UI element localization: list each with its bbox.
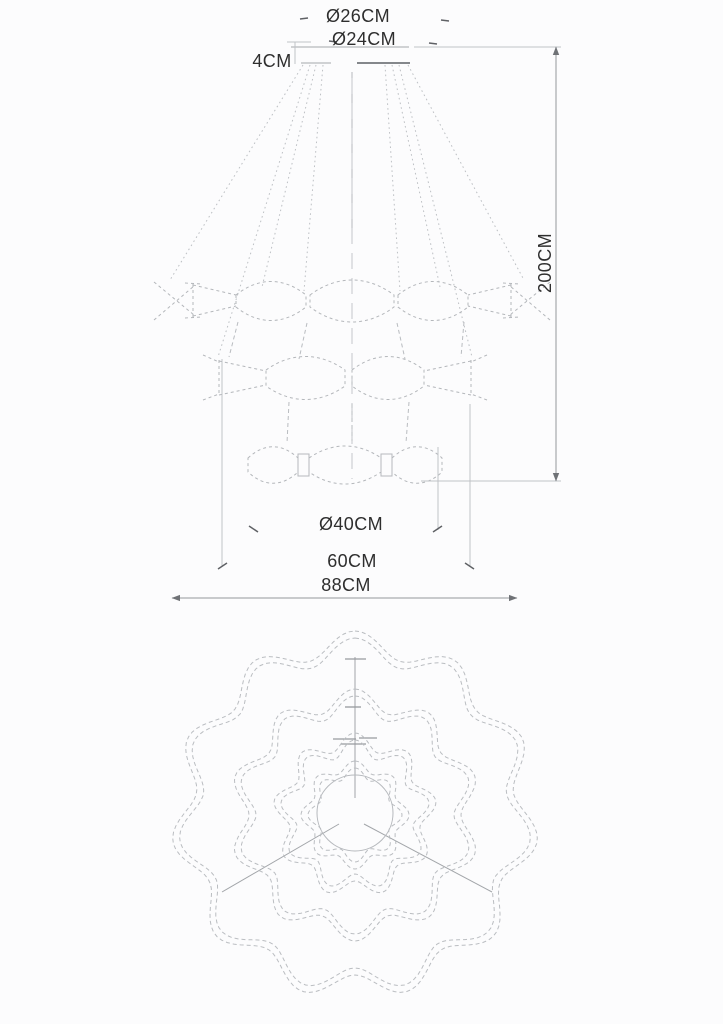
suspension-cable bbox=[385, 65, 400, 291]
tier1-left-edge bbox=[193, 306, 236, 316]
label-top-tier-diameter: 88CM bbox=[321, 575, 371, 595]
plan-view-bottom bbox=[173, 631, 538, 992]
dim-26-tick-left bbox=[300, 18, 308, 19]
dimension-labels bbox=[252, 6, 555, 595]
plan-radial-line-left bbox=[222, 824, 339, 892]
tier-connector bbox=[299, 323, 307, 359]
suspension-cable bbox=[262, 65, 316, 287]
tier1-petal bbox=[398, 282, 468, 321]
tier1-petal bbox=[236, 282, 306, 321]
label-middle-tier-diameter: 60CM bbox=[327, 551, 377, 571]
tier1-left-edge bbox=[154, 286, 194, 320]
tier3-connector-block bbox=[381, 454, 392, 476]
tier-connector bbox=[397, 323, 405, 359]
tier2-petal bbox=[266, 357, 345, 400]
tier-connector bbox=[461, 322, 464, 357]
tier2-petal bbox=[352, 357, 424, 400]
dim-26-tick-right bbox=[441, 20, 449, 21]
dim-200-arrow-up bbox=[553, 47, 559, 56]
dim-24-tick-right bbox=[429, 43, 437, 44]
tier-connector bbox=[287, 402, 289, 443]
tier2-right-edge bbox=[424, 361, 471, 371]
tier3-petal bbox=[309, 446, 381, 484]
tier3-petal bbox=[248, 447, 298, 484]
dim-88-arrow-left bbox=[172, 595, 181, 601]
tier3-connector-block bbox=[298, 454, 309, 476]
tier1-left-edge bbox=[185, 317, 201, 318]
suspension-cable bbox=[218, 65, 310, 357]
tier1-left-edge bbox=[193, 285, 236, 295]
label-suspension-height: 200CM bbox=[535, 232, 555, 294]
tier2-right-edge bbox=[424, 385, 471, 395]
suspension-cable bbox=[170, 65, 303, 280]
tier3-petal bbox=[392, 447, 442, 484]
tier1-right-edge bbox=[468, 285, 511, 295]
suspension-cable bbox=[304, 65, 323, 291]
tier-connector bbox=[229, 322, 238, 357]
label-bottom-tier-diameter: Ø40CM bbox=[318, 514, 384, 534]
label-canopy-outer-diameter: Ø26CM bbox=[325, 6, 391, 26]
tier2-left-edge bbox=[219, 385, 266, 395]
suspension-cable bbox=[392, 65, 440, 287]
label-canopy-height: 4CM bbox=[252, 51, 292, 71]
tier1-right-edge bbox=[468, 306, 511, 316]
dim-40-tick-left bbox=[249, 526, 258, 532]
tier1-right-edge bbox=[503, 283, 519, 284]
tier2-left-edge bbox=[203, 355, 219, 362]
tier1-right-edge bbox=[503, 317, 519, 318]
tier2-left-edge bbox=[203, 394, 219, 400]
tier2-right-edge bbox=[471, 355, 487, 362]
tier1-left-edge bbox=[185, 283, 201, 284]
tier2-left-edge bbox=[219, 361, 266, 371]
label-canopy-inner-diameter: Ø24CM bbox=[331, 29, 397, 49]
tier1-left-edge bbox=[154, 282, 194, 315]
dim-88-arrow-right bbox=[509, 595, 518, 601]
tier2-right-edge bbox=[471, 394, 487, 400]
suspension-cable bbox=[399, 65, 472, 357]
tier-connector bbox=[406, 402, 409, 443]
dim-200-arrow-down bbox=[553, 473, 559, 482]
